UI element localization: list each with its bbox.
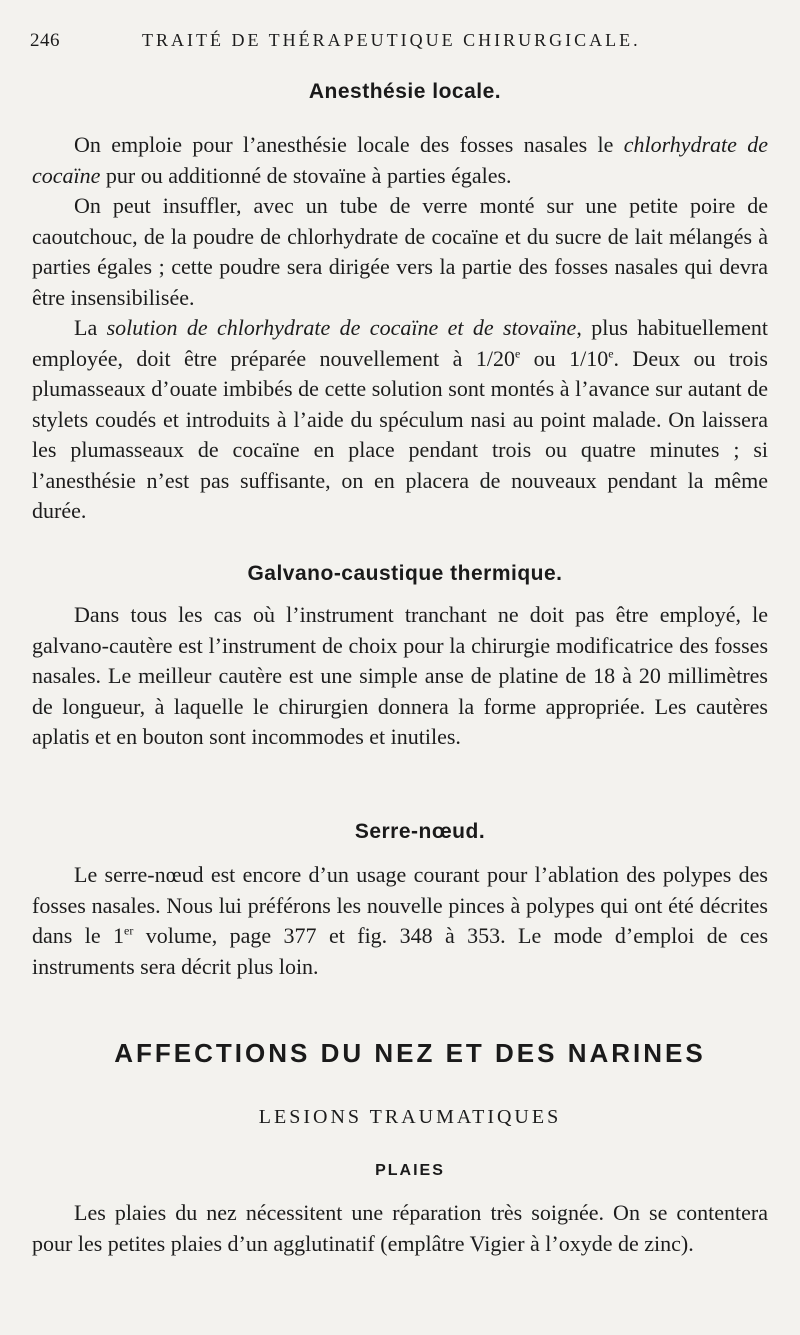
paragraph-anesthesie-1 [32,130,768,191]
text-span: , plus habituellement employée, doit être préparée nouvellement à 1/20 [32,315,769,371]
text-span: On emploie pour l’anesthésie locale des fosses nasales le [74,132,624,157]
superscript: er [124,923,134,938]
running-head [30,28,770,58]
text-span: pur ou additionné de stovaïne à parties égales. [100,162,512,188]
paragraph-anesthesie-2: On peut insuffler, avec un tube de verre monté sur une petite poire de caoutchouc, de la poudre de chlorhydrate de cocaïne et du sucre de lait mélangés à parties égales ; cette poudre sera dirigée vers la partie des fosses nasales qui devra être insensibilisée. [32,193,768,310]
chapter-subtitle: LESIONS TRAUMATIQUES [258,1106,562,1128]
italic-span: chlorhydrate de cocaïne [32,132,768,188]
page-number: 246 [30,30,60,51]
text-span: . Deux ou trois plumasseaux d’ouate imbibés de cette solution sont montés à l’avance sur autant de stylets coudés et introduits à l’aide du spéculum nasi au point malade. On laissera les plumasseaux de cocaïne en place pendant trois ou quatre minutes ; si l’anesthésie n’est pas suffisante, on en placera de nouveaux pendant la même durée. [32,345,768,523]
subheading-plaies: PLAIES [375,1162,445,1179]
text-span: ou 1/10 [520,345,609,371]
paragraph-plaies-1: Les plaies du nez nécessitent une réparation très soignée. On se contentera pour les petites plaies d’un agglutinatif (emplâtre Vigier à l’oxyde de zinc). [32,1200,768,1256]
paragraph-galvano-1: Dans tous les cas où l’instrument tranchant ne doit pas être employé, le galvano-cautère est l’instrument de choix pour la chirurgie modificatrice des fosses nasales. Le meilleur cautère est une simple anse de platine de 18 à 20 millimètres de longueur, à laquelle le chirurgien donnera la forme appropriée. Les cautères aplatis et en bouton sont incommodes et inutiles. [32,602,768,749]
heading-serre-noeud: Serre-nœud. [354,820,486,843]
superscript: e [608,346,614,361]
paragraph-serre-1 [32,860,768,982]
superscript: e [514,346,521,361]
text-span: volume, page 377 et fig. 348 à 353. Le mode d’emploi de ces instruments sera décrit plus loin. [32,923,769,979]
text-span: La [74,315,107,340]
heading-galvano-caustique: Galvano-caustique thermique. [247,562,563,585]
paragraph-anesthesie-3 [32,313,768,527]
text-span: Le serre-nœud est encore d’un usage courant pour l’ablation des polypes des fosses nasales. Nous lui préférons les nouvelle pinces à polypes qui ont été décrites dans le 1 [32,862,768,948]
chapter-title: AFFECTIONS DU NEZ ET DES NARINES [114,1038,706,1068]
heading-anesthesie-locale: Anesthésie locale. [308,80,502,103]
running-title: TRAITÉ DE THÉRAPEUTIQUE CHIRURGICALE. [142,30,641,50]
italic-span: solution de chlorhydrate de cocaïne et de stovaïne [106,315,577,340]
